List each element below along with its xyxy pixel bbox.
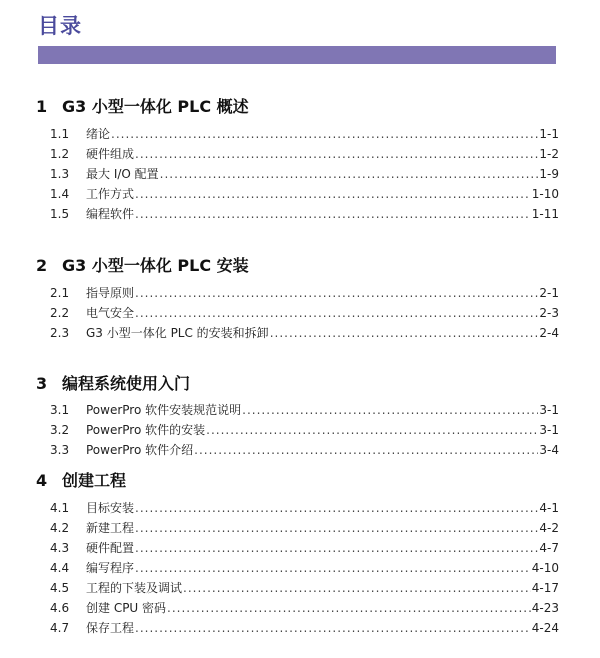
dot-leader xyxy=(135,561,531,575)
toc-entry[interactable] xyxy=(50,401,559,421)
entry-number: 1.3 xyxy=(50,167,70,181)
entry-label: 硬件组成 xyxy=(86,147,135,161)
chapter-title: G3 小型一体化 PLC 安装 xyxy=(62,256,249,275)
entry-label: 工作方式 xyxy=(86,187,135,201)
entry-number: 4.7 xyxy=(50,621,70,635)
toc-entry[interactable] xyxy=(50,421,559,441)
entry-number: 4.1 xyxy=(50,501,70,515)
chapter-number: 4 xyxy=(36,471,48,490)
dot-leader xyxy=(206,423,538,437)
entry-label: PowerPro 软件介绍 xyxy=(86,443,194,457)
entry-page: 4-7 xyxy=(539,541,559,555)
dot-leader xyxy=(242,403,538,417)
entry-label: 电气安全 xyxy=(86,306,135,320)
entry-number: 1.2 xyxy=(50,147,70,161)
entry-label: 硬件配置 xyxy=(86,541,135,555)
entry-number: 3.3 xyxy=(50,443,70,457)
entry-number: 1.1 xyxy=(50,127,70,141)
entry-page: 1-11 xyxy=(531,207,559,221)
entry-page: 4-1 xyxy=(539,501,559,515)
entry-page: 2-3 xyxy=(539,306,559,320)
dot-leader xyxy=(160,167,539,181)
dot-leader xyxy=(135,521,538,535)
entry-number: 2.1 xyxy=(50,286,70,300)
entry-label: 新建工程 xyxy=(86,521,135,535)
chapter-title: 编程系统使用入门 xyxy=(62,374,191,393)
entry-label: 创建 CPU 密码 xyxy=(86,601,167,615)
chapter-heading[interactable] xyxy=(36,253,249,276)
toc-entry[interactable] xyxy=(50,599,559,619)
entry-label: PowerPro 软件的安装 xyxy=(86,423,206,437)
toc-entry[interactable] xyxy=(50,441,559,461)
chapter-number: 3 xyxy=(36,374,48,393)
toc-entry[interactable] xyxy=(50,519,559,539)
toc-entry[interactable] xyxy=(50,205,559,225)
entry-label: 最大 I/O 配置 xyxy=(86,167,159,181)
dot-leader xyxy=(111,127,538,141)
entry-number: 2.2 xyxy=(50,306,70,320)
dot-leader xyxy=(135,306,538,320)
dot-leader xyxy=(167,601,531,615)
entry-number: 2.3 xyxy=(50,326,70,340)
chapter-number: 2 xyxy=(36,256,48,275)
chapter-title: G3 小型一体化 PLC 概述 xyxy=(62,97,249,116)
toc-entry[interactable] xyxy=(50,559,559,579)
entry-page: 2-4 xyxy=(539,326,559,340)
dot-leader xyxy=(135,147,538,161)
entry-number: 4.4 xyxy=(50,561,70,575)
chapter-title: 创建工程 xyxy=(62,471,127,490)
entry-number: 4.5 xyxy=(50,581,70,595)
toc-entry[interactable] xyxy=(50,125,559,145)
entry-number: 3.1 xyxy=(50,403,70,417)
dot-leader xyxy=(135,501,538,515)
toc-entry[interactable] xyxy=(50,539,559,559)
dot-leader xyxy=(135,207,531,221)
entry-number: 4.2 xyxy=(50,521,70,535)
dot-leader xyxy=(194,443,538,457)
toc-entry[interactable] xyxy=(50,304,559,324)
entry-number: 3.2 xyxy=(50,423,70,437)
entry-number: 4.6 xyxy=(50,601,70,615)
entry-page: 1-9 xyxy=(539,167,559,181)
toc-entry[interactable] xyxy=(50,165,559,185)
entry-label: 指导原则 xyxy=(86,286,135,300)
entry-label: 编程软件 xyxy=(86,207,135,221)
dot-leader xyxy=(135,541,538,555)
title-bar xyxy=(38,46,556,64)
toc-entry[interactable] xyxy=(50,579,559,599)
entry-page: 3-1 xyxy=(539,423,559,437)
dot-leader xyxy=(135,621,531,635)
toc-entry[interactable] xyxy=(50,145,559,165)
entry-page: 4-17 xyxy=(531,581,559,595)
entry-label: 工程的下装及调试 xyxy=(86,581,183,595)
chapter-heading[interactable] xyxy=(36,94,249,117)
entry-page: 4-10 xyxy=(531,561,559,575)
entry-page: 4-2 xyxy=(539,521,559,535)
entry-label: PowerPro 软件安装规范说明 xyxy=(86,403,242,417)
dot-leader xyxy=(135,187,531,201)
entry-label: 目标安装 xyxy=(86,501,135,515)
toc-entry[interactable] xyxy=(50,499,559,519)
entry-number: 1.5 xyxy=(50,207,70,221)
entry-page: 4-24 xyxy=(531,621,559,635)
toc-entry[interactable] xyxy=(50,324,559,344)
chapter-heading[interactable] xyxy=(36,371,190,394)
toc-entry[interactable] xyxy=(50,185,559,205)
entry-page: 4-23 xyxy=(531,601,559,615)
entry-number: 4.3 xyxy=(50,541,70,555)
entry-page: 3-4 xyxy=(539,443,559,457)
entry-label: G3 小型一体化 PLC 的安装和拆卸 xyxy=(86,326,269,340)
dot-leader xyxy=(135,286,538,300)
entry-number: 1.4 xyxy=(50,187,70,201)
entry-label: 保存工程 xyxy=(86,621,135,635)
chapter-heading[interactable] xyxy=(36,468,126,491)
entry-label: 绪论 xyxy=(86,127,111,141)
entry-page: 3-1 xyxy=(539,403,559,417)
page-title: 目录 xyxy=(38,14,82,38)
toc-entry[interactable] xyxy=(50,619,559,639)
entry-page: 1-10 xyxy=(531,187,559,201)
entry-page: 2-1 xyxy=(539,286,559,300)
entry-page: 1-2 xyxy=(539,147,559,161)
dot-leader xyxy=(183,581,531,595)
entry-page: 1-1 xyxy=(539,127,559,141)
chapter-number: 1 xyxy=(36,97,48,116)
toc-entry[interactable] xyxy=(50,284,559,304)
dot-leader xyxy=(270,326,539,340)
entry-label: 编写程序 xyxy=(86,561,135,575)
